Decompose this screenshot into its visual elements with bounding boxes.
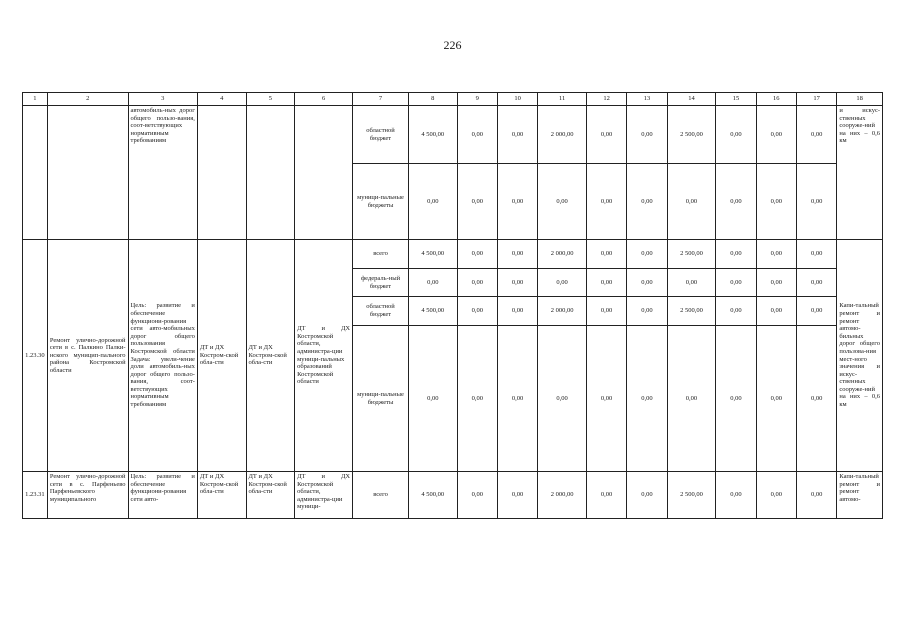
column-header: 8 bbox=[408, 93, 457, 106]
funding-source: муници-пальные бюджеты bbox=[353, 164, 409, 240]
column-header: 6 bbox=[295, 93, 353, 106]
amount-cell: 0,00 bbox=[756, 297, 796, 326]
goal-task-text: Цель: развитие и обеспечение функциони-рования сети авто-мобильных дорог общего пользования Костромской области Задача: увели-чение доли автомобиль-ных дорог общего пользо-вания, соот-ветствующих нормативным требованиям bbox=[128, 240, 197, 472]
executor-cell bbox=[246, 106, 295, 240]
funding-source: всего bbox=[353, 472, 409, 519]
column-header: 1 bbox=[23, 93, 48, 106]
item-name: Ремонт улично-дорожной сети в с. Парфеньево Парфеньевского муниципального bbox=[47, 472, 128, 519]
amount-cell: 0,00 bbox=[586, 240, 626, 269]
amount-cell: 0,00 bbox=[586, 472, 626, 519]
amount-cell: 0,00 bbox=[586, 297, 626, 326]
amount-cell: 0,00 bbox=[716, 106, 756, 164]
item-name bbox=[47, 106, 128, 240]
amount-cell: 0,00 bbox=[667, 269, 716, 297]
amount-cell: 0,00 bbox=[586, 326, 626, 472]
amount-cell: 2 500,00 bbox=[667, 472, 716, 519]
amount-cell: 0,00 bbox=[716, 297, 756, 326]
amount-cell: 0,00 bbox=[716, 240, 756, 269]
column-header: 13 bbox=[627, 93, 667, 106]
amount-cell: 0,00 bbox=[667, 164, 716, 240]
item-code: 1.23.31 bbox=[23, 472, 48, 519]
customer-cell: ДТ и ДХ Костром-ской обла-сти bbox=[197, 472, 246, 519]
result-text: Капи-тальный ремонт и ремонт автомо- bbox=[837, 472, 883, 519]
amount-cell: 2 000,00 bbox=[538, 472, 587, 519]
item-name: Ремонт улично-дорожной сети в с. Палкино Палки-нского муницип-пального района Костромской области bbox=[47, 240, 128, 472]
column-header: 7 bbox=[353, 93, 409, 106]
amount-cell: 0,00 bbox=[796, 297, 836, 326]
amount-cell: 4 500,00 bbox=[408, 297, 457, 326]
executor-cell: ДТ и ДХ Костром-ской обла-сти bbox=[246, 240, 295, 472]
result-text: и искус-ственных сооруже-ний на них – 0,6 км bbox=[837, 106, 883, 240]
page-number: 226 bbox=[443, 38, 462, 52]
goal-task-text: Цель: развитие и обеспечение функциони-рования сети авто- bbox=[128, 472, 197, 519]
amount-cell: 0,00 bbox=[627, 297, 667, 326]
amount-cell: 0,00 bbox=[716, 164, 756, 240]
amount-cell: 0,00 bbox=[796, 164, 836, 240]
amount-cell: 0,00 bbox=[756, 240, 796, 269]
amount-cell: 0,00 bbox=[457, 106, 497, 164]
program-table bbox=[22, 92, 883, 519]
table-row bbox=[23, 240, 883, 269]
column-header: 2 bbox=[47, 93, 128, 106]
amount-cell: 0,00 bbox=[457, 326, 497, 472]
amount-cell: 0,00 bbox=[457, 297, 497, 326]
customer-cell bbox=[197, 106, 246, 240]
column-header: 5 bbox=[246, 93, 295, 106]
amount-cell: 0,00 bbox=[408, 269, 457, 297]
amount-cell: 0,00 bbox=[457, 164, 497, 240]
amount-cell: 0,00 bbox=[627, 164, 667, 240]
amount-cell: 0,00 bbox=[497, 297, 537, 326]
amount-cell: 0,00 bbox=[796, 326, 836, 472]
amount-cell: 2 500,00 bbox=[667, 106, 716, 164]
amount-cell: 0,00 bbox=[756, 472, 796, 519]
amount-cell: 2 500,00 bbox=[667, 297, 716, 326]
funding-source: всего bbox=[353, 240, 409, 269]
amount-cell: 0,00 bbox=[586, 106, 626, 164]
amount-cell: 0,00 bbox=[627, 326, 667, 472]
amount-cell: 0,00 bbox=[627, 240, 667, 269]
amount-cell: 0,00 bbox=[538, 269, 587, 297]
column-header: 18 bbox=[837, 93, 883, 106]
column-header: 3 bbox=[128, 93, 197, 106]
amount-cell: 0,00 bbox=[586, 164, 626, 240]
item-code: 1.23.30 bbox=[23, 240, 48, 472]
amount-cell: 2 000,00 bbox=[538, 240, 587, 269]
amount-cell: 0,00 bbox=[796, 472, 836, 519]
item-code bbox=[23, 106, 48, 240]
participants-cell bbox=[295, 106, 353, 240]
result-text: Капи-тальный ремонт и ремонт автомо-бильных дорог общего пользова-ния мест-ного значения и искус-ственных сооруже-ний на них – 0,6 км bbox=[837, 240, 883, 472]
amount-cell: 0,00 bbox=[627, 269, 667, 297]
amount-cell: 0,00 bbox=[408, 164, 457, 240]
amount-cell: 0,00 bbox=[457, 269, 497, 297]
amount-cell: 4 500,00 bbox=[408, 240, 457, 269]
amount-cell: 0,00 bbox=[408, 326, 457, 472]
amount-cell: 0,00 bbox=[716, 472, 756, 519]
funding-source: областной бюджет bbox=[353, 297, 409, 326]
customer-cell: ДТ и ДХ Костром-ской обла-сти bbox=[197, 240, 246, 472]
participants-cell: ДТ и ДХ Костромской области, администра-ции муници- bbox=[295, 472, 353, 519]
amount-cell: 2 500,00 bbox=[667, 240, 716, 269]
amount-cell: 0,00 bbox=[586, 269, 626, 297]
table-row bbox=[23, 106, 883, 164]
column-header: 9 bbox=[457, 93, 497, 106]
participants-cell: ДТ и ДХ Костромской области, администра-ции муници-пальных образований Костромской области bbox=[295, 240, 353, 472]
funding-source: федераль-ный бюджет bbox=[353, 269, 409, 297]
amount-cell: 4 500,00 bbox=[408, 472, 457, 519]
amount-cell: 0,00 bbox=[497, 240, 537, 269]
column-header: 15 bbox=[716, 93, 756, 106]
amount-cell: 0,00 bbox=[756, 164, 796, 240]
amount-cell: 0,00 bbox=[497, 269, 537, 297]
amount-cell: 0,00 bbox=[796, 106, 836, 164]
column-header: 14 bbox=[667, 93, 716, 106]
amount-cell: 2 000,00 bbox=[538, 106, 587, 164]
amount-cell: 0,00 bbox=[627, 106, 667, 164]
column-header: 17 bbox=[796, 93, 836, 106]
column-header: 11 bbox=[538, 93, 587, 106]
executor-cell: ДТ и ДХ Костром-ской обла-сти bbox=[246, 472, 295, 519]
amount-cell: 2 000,00 bbox=[538, 297, 587, 326]
amount-cell: 0,00 bbox=[538, 326, 587, 472]
column-header: 10 bbox=[497, 93, 537, 106]
column-number-row bbox=[23, 93, 883, 106]
funding-source: муници-пальные бюджеты bbox=[353, 326, 409, 472]
amount-cell: 0,00 bbox=[497, 164, 537, 240]
amount-cell: 0,00 bbox=[497, 472, 537, 519]
amount-cell: 4 500,00 bbox=[408, 106, 457, 164]
amount-cell: 0,00 bbox=[716, 269, 756, 297]
goal-task-text: автомобиль-ных дорог общего пользо-вания, соот-ветствующих нормативным требованиям bbox=[128, 106, 197, 240]
funding-source: областной бюджет bbox=[353, 106, 409, 164]
column-header: 16 bbox=[756, 93, 796, 106]
amount-cell: 0,00 bbox=[756, 106, 796, 164]
amount-cell: 0,00 bbox=[457, 240, 497, 269]
table-row bbox=[23, 472, 883, 519]
column-header: 4 bbox=[197, 93, 246, 106]
amount-cell: 0,00 bbox=[497, 326, 537, 472]
amount-cell: 0,00 bbox=[538, 164, 587, 240]
amount-cell: 0,00 bbox=[457, 472, 497, 519]
amount-cell: 0,00 bbox=[756, 326, 796, 472]
column-header: 12 bbox=[586, 93, 626, 106]
amount-cell: 0,00 bbox=[497, 106, 537, 164]
amount-cell: 0,00 bbox=[627, 472, 667, 519]
amount-cell: 0,00 bbox=[756, 269, 796, 297]
amount-cell: 0,00 bbox=[796, 269, 836, 297]
amount-cell: 0,00 bbox=[796, 240, 836, 269]
amount-cell: 0,00 bbox=[716, 326, 756, 472]
amount-cell: 0,00 bbox=[667, 326, 716, 472]
